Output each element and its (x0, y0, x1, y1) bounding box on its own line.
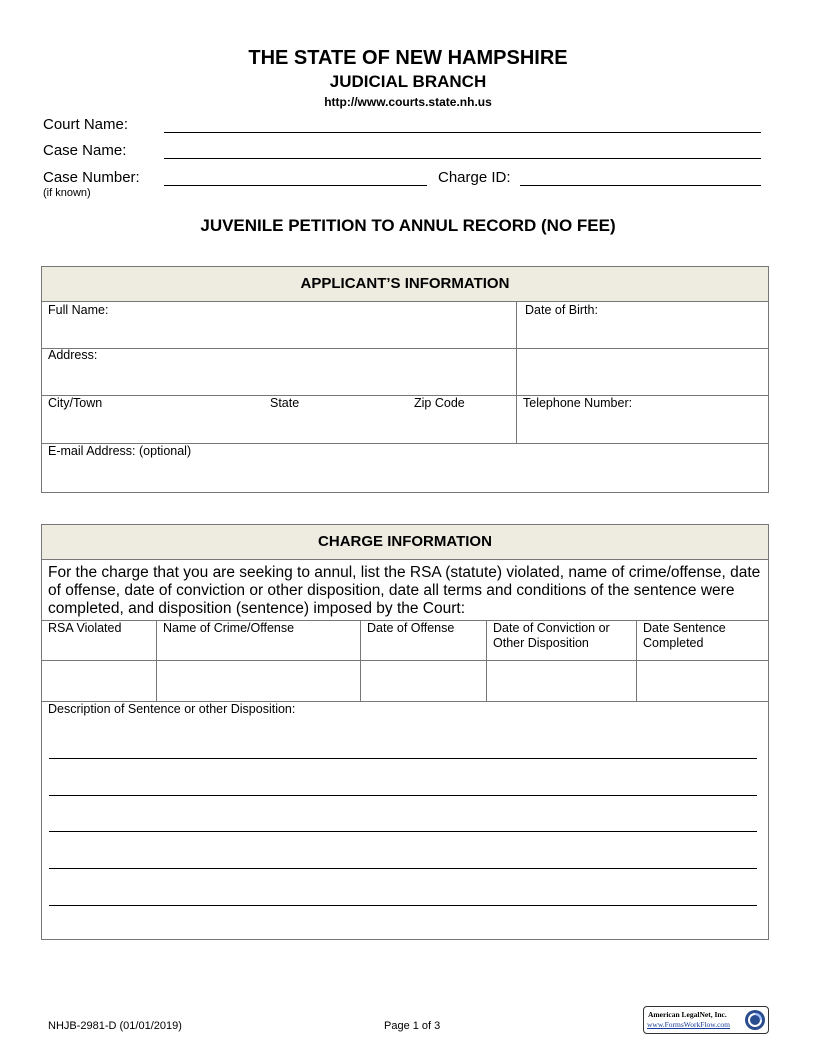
form-title: JUVENILE PETITION TO ANNUL RECORD (NO FEE) (200, 216, 616, 235)
vendor-logo (643, 1006, 769, 1034)
description-line[interactable] (49, 795, 757, 796)
page-number: Page 1 of 3 (384, 1020, 441, 1032)
workflow-icon (744, 1009, 766, 1031)
crime-input-cell[interactable] (157, 661, 360, 701)
email-label[interactable]: E-mail Address: (optional) (48, 444, 192, 458)
court-name-field[interactable] (164, 132, 761, 133)
charge-id-field[interactable] (520, 185, 761, 186)
offense-date-input-cell[interactable] (361, 661, 486, 701)
state-label[interactable]: State (270, 396, 300, 410)
description-label: Description of Sentence or other Disposition: (48, 702, 296, 716)
zip-label[interactable]: Zip Code (414, 396, 465, 410)
description-line[interactable] (49, 831, 757, 832)
dob-label[interactable]: Date of Birth: (525, 303, 598, 317)
description-line[interactable] (49, 905, 757, 906)
col-crime-name: Name of Crime/Offense (163, 621, 295, 635)
completed-date-input-cell[interactable] (637, 661, 768, 701)
applicant-section (41, 266, 769, 493)
case-name-label: Case Name: (43, 142, 127, 159)
row-divider (42, 348, 768, 349)
state-title: THE STATE OF NEW HAMPSHIRE (248, 47, 568, 69)
charge-instructions: For the charge that you are seeking to annul, list the RSA (statute) violated, name of crime/offense, date of offense, date of conviction or other disposition, date all terms and conditions of the sentence were completed, and disposition (sentence) imposed by the Court: (48, 564, 761, 617)
vendor-url[interactable]: www.FormsWorkFlow.com (647, 1020, 731, 1029)
col-date-offense: Date of Offense (367, 621, 455, 635)
applicant-heading: APPLICANT’S INFORMATION (42, 267, 768, 302)
form-id: NHJB-2981-D (01/01/2019) (48, 1020, 182, 1032)
case-name-field[interactable] (164, 158, 761, 159)
court-url[interactable]: http://www.courts.state.nh.us (324, 95, 492, 109)
case-number-label: Case Number: (43, 169, 140, 186)
col-date-completed: Date Sentence Completed (643, 621, 726, 650)
column-divider (516, 302, 517, 443)
description-line[interactable] (49, 868, 757, 869)
phone-label[interactable]: Telephone Number: (523, 396, 633, 410)
col-date-conviction: Date of Conviction or Other Disposition (493, 621, 610, 650)
col-rsa-violated: RSA Violated (48, 621, 122, 635)
vendor-name: American LegalNet, Inc. (648, 1010, 727, 1019)
court-name-label: Court Name: (43, 116, 129, 133)
city-label[interactable]: City/Town (48, 396, 103, 410)
branch-title: JUDICIAL BRANCH (329, 72, 487, 91)
conviction-date-input-cell[interactable] (487, 661, 636, 701)
full-name-label[interactable]: Full Name: (48, 303, 109, 317)
address-label[interactable]: Address: (48, 348, 98, 362)
row-divider (42, 395, 768, 396)
charge-section (41, 524, 769, 940)
charge-id-label: Charge ID: (438, 169, 511, 186)
rsa-input-cell[interactable] (42, 661, 156, 701)
case-number-field[interactable] (164, 185, 427, 186)
if-known-note: (if known) (43, 187, 91, 199)
charge-heading: CHARGE INFORMATION (42, 525, 768, 560)
description-line[interactable] (49, 758, 757, 759)
